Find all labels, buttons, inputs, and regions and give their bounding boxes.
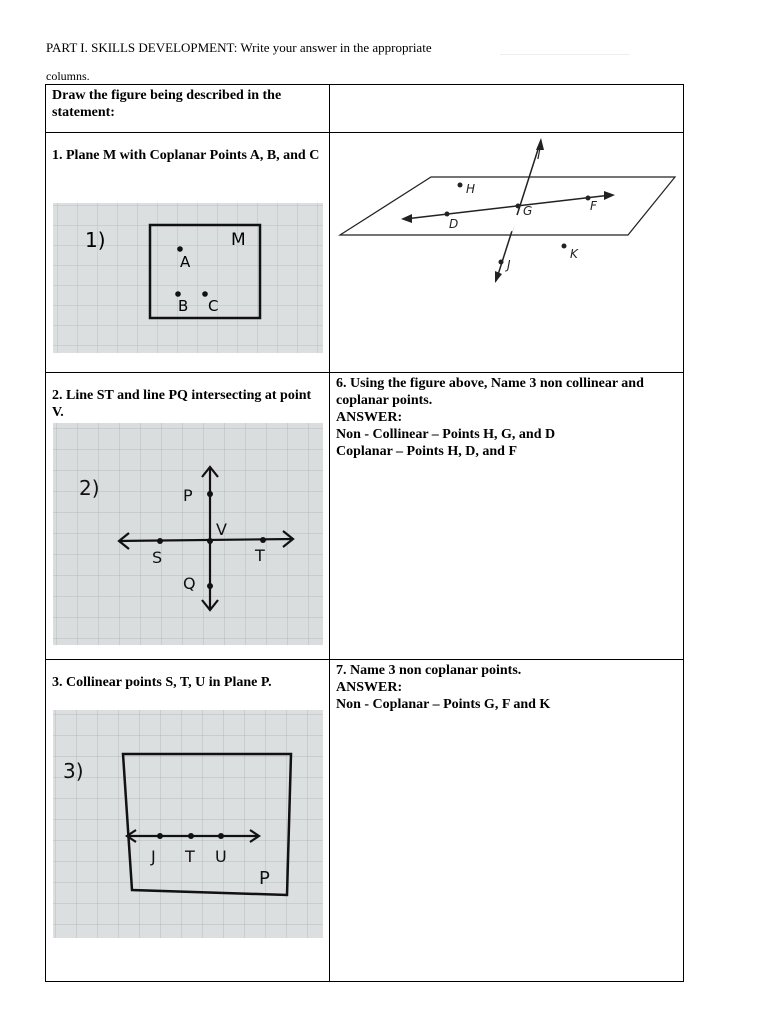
item-2-cell [46, 373, 330, 660]
figure-label-f: F [590, 199, 597, 213]
sketch-label-s: S [152, 548, 163, 567]
collinear-points-sketch [53, 710, 323, 938]
worksheet-table [45, 84, 684, 982]
item-3-cell [46, 660, 330, 982]
instruction-text: Draw the figure being described in the statement: [52, 88, 282, 120]
figure-label-i: I [537, 148, 541, 162]
plane-m-sketch [53, 203, 323, 353]
instruction-cell [46, 85, 330, 133]
intersecting-lines-sketch [53, 423, 323, 645]
sketch-label-j: J [151, 847, 156, 866]
sketch-label-p: P [183, 486, 193, 505]
plane-figure [335, 135, 680, 285]
question-6-text: 6. Using the figure above, Name 3 non collinear and coplanar points. [336, 376, 644, 408]
sketch-label-c: C [208, 297, 219, 315]
sketch-label-3: 3) [63, 759, 84, 783]
question-6-answer-1: Non - Collinear – Points H, G, and D [336, 427, 556, 442]
figure-label-g: G [523, 204, 533, 218]
item-2-text: 2. Line ST and line PQ intersecting at point V. [52, 388, 312, 420]
table-row [46, 660, 684, 982]
sketch-label-p: P [259, 868, 270, 889]
sketch-label-v: V [216, 520, 227, 539]
sketch-label-a: A [180, 253, 191, 271]
sketch-label-t: T [255, 546, 265, 565]
question-6-answer-label: ANSWER: [336, 410, 403, 425]
question-6-cell [330, 373, 684, 660]
figure-label-j: J [507, 258, 511, 272]
table-row [46, 133, 684, 373]
instructions-line-2: columns. [46, 69, 90, 83]
item-1-text: 1. Plane M with Coplanar Points A, B, and C [52, 148, 320, 163]
question-7-text: 7. Name 3 non coplanar points. [336, 663, 522, 678]
item-1-cell [46, 133, 330, 373]
answer-cell-blank [330, 85, 684, 133]
question-6-answer-2: Coplanar – Points H, D, and F [336, 444, 517, 459]
table-row [46, 85, 684, 133]
table-row [46, 373, 684, 660]
sketch-label-2: 2) [79, 476, 100, 500]
item-3-text: 3. Collinear points S, T, U in Plane P. [52, 675, 272, 690]
sketch-label-b: B [178, 297, 189, 315]
sketch-label-m: M [231, 230, 246, 250]
sketch-label-u: U [215, 847, 227, 866]
figure-cell [330, 133, 684, 373]
answer-rule [500, 54, 630, 55]
question-7-answer-1: Non - Coplanar – Points G, F and K [336, 697, 551, 712]
question-7-answer-label: ANSWER: [336, 680, 403, 695]
figure-label-d: D [449, 217, 459, 231]
instructions-line-1: PART I. SKILLS DEVELOPMENT: Write your answer in the appropriate [46, 40, 432, 55]
sketch-label-q: Q [183, 574, 196, 593]
sketch-label-1: 1) [85, 228, 106, 252]
figure-label-k: K [570, 247, 578, 261]
question-7-cell [330, 660, 684, 982]
figure-label-h: H [466, 182, 476, 196]
sketch-label-t: T [185, 847, 195, 866]
